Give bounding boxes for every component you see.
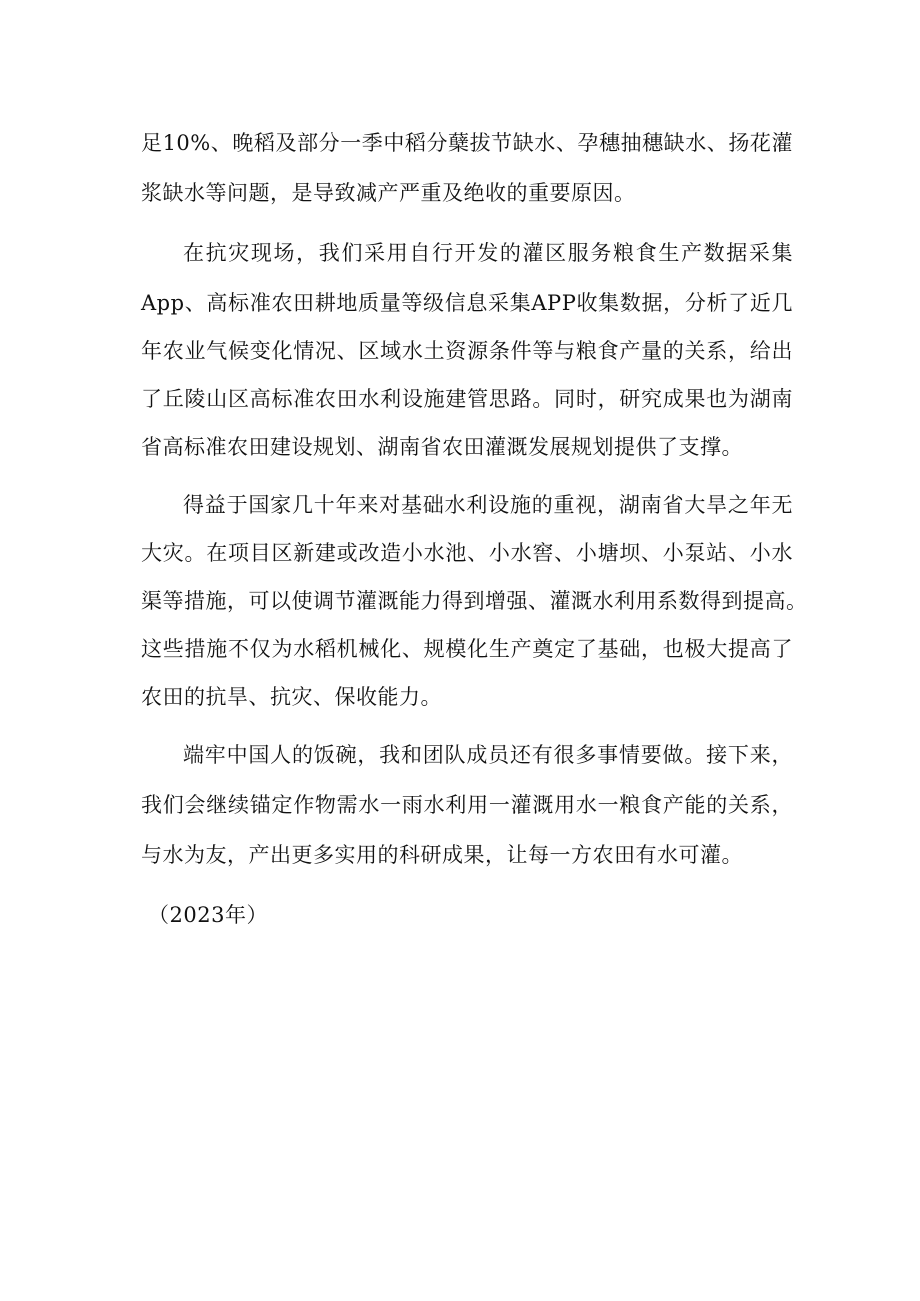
text-line: 在抗灾现场，我们采用自行开发的灌区服务粮食生产数据采集 [183, 241, 793, 265]
paragraph-2-line-4 [141, 386, 793, 412]
paragraph-2-line-1 [183, 240, 793, 266]
paragraph-4-line-3 [141, 842, 793, 868]
text-line: 了丘陵山区高标准农田水利设施建管思路。同时，研究成果也为湖南 [141, 387, 793, 411]
paragraph-4-line-2 [141, 792, 793, 818]
text-line: 省高标准农田建设规划、湖南省农田灌溉发展规划提供了支撑。 [141, 435, 743, 459]
year-note [148, 902, 448, 928]
text-line: App、高标准农田耕地质量等级信息采集APP收集数据，分析了近几 [141, 291, 793, 315]
text-line: 足10%、晚稻及部分一季中稻分蘖拔节缺水、孕穗抽穗缺水、扬花灌 [141, 131, 793, 155]
text-line: 端牢中国人的饭碗，我和团队成员还有很多事情要做。接下来， [183, 743, 793, 767]
text-line: 年农业气候变化情况、区域水土资源条件等与粮食产量的关系，给出 [141, 339, 793, 363]
paragraph-1-line-1 [141, 130, 793, 156]
text-line: 农田的抗旱、抗灾、保收能力。 [141, 685, 442, 709]
paragraph-3-line-4 [141, 636, 793, 662]
paragraph-3-line-5 [141, 684, 793, 710]
paragraph-2-line-2 [141, 290, 793, 316]
text-line: 与水为友，产出更多实用的科研成果，让每一方农田有水可灌。 [141, 843, 743, 867]
text-line: 得益于国家几十年来对基础水利设施的重视，湖南省大旱之年无 [183, 493, 793, 517]
paragraph-1-line-2 [141, 180, 793, 206]
text-line: 这些措施不仅为水稻机械化、规模化生产奠定了基础，也极大提高了 [141, 637, 793, 661]
text-line: 渠等措施，可以使调节灌溉能力得到增强、灌溉水利用系数得到提高。 [141, 589, 808, 613]
text-line: 大灾。在项目区新建或改造小水池、小水窖、小塘坝、小泵站、小水 [141, 541, 793, 565]
year-note-text: （2023年） [148, 903, 268, 927]
paragraph-3-line-3 [141, 588, 808, 614]
paragraph-2-line-5 [141, 434, 793, 460]
text-line: 浆缺水等问题，是导致减产严重及绝收的重要原因。 [141, 181, 636, 205]
text-line: 我们会继续锚定作物需水一雨水利用一灌溉用水一粮食产能的关系， [141, 793, 793, 817]
paragraph-3-line-2 [141, 540, 793, 566]
paragraph-4-line-1 [183, 742, 793, 768]
paragraph-3-line-1 [183, 492, 793, 518]
paragraph-2-line-3 [141, 338, 793, 364]
